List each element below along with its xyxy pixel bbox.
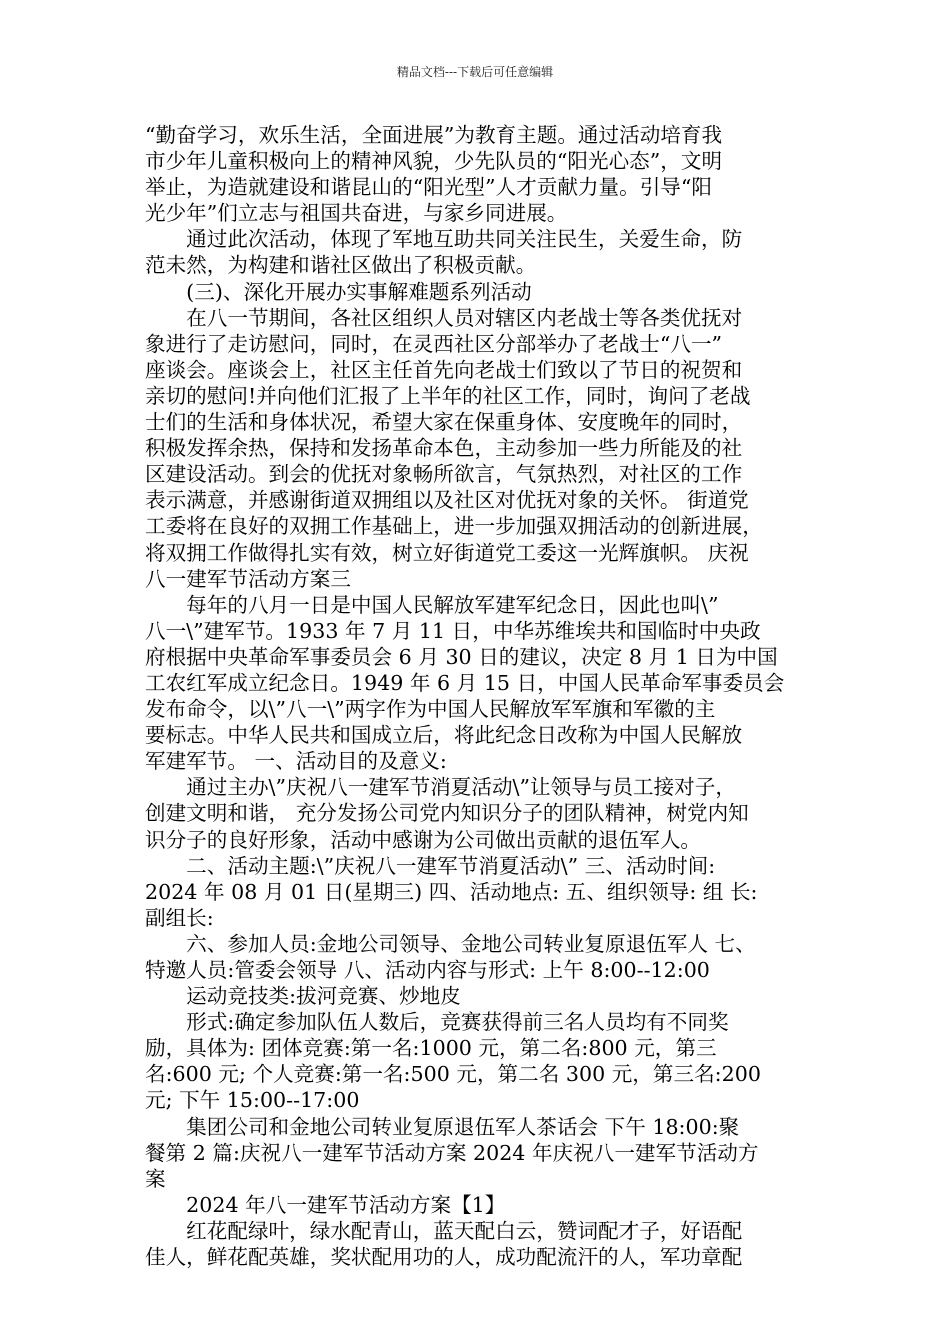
text-line: 通过此次活动，体现了军地互助共同关注民生，关爱生命，防	[145, 227, 743, 252]
text-line: 士们的生活和身体状况，希望大家在保重身体、安度晚年的同时，	[145, 410, 743, 435]
text-line: 举止，为造就建设和谐昆山的“阳光型”人才贡献力量。引导“阳	[145, 175, 713, 200]
text-line: 范未然，为构建和谐社区做出了积极贡献。	[145, 253, 537, 278]
text-line: 案	[145, 1166, 166, 1191]
text-line: 识分子的良好形象，活动中感谢为公司做出贡献的退伍军人。	[145, 827, 702, 852]
text-line: 元; 下午 15:00--17:00	[145, 1088, 360, 1113]
text-line: 六、参加人员:金地公司领导、金地公司转业复原退伍军人 七、	[145, 931, 756, 956]
text-line: 座谈会。座谈会上，社区主任首先向老战士们致以了节日的祝贺和	[145, 357, 743, 382]
text-line: 积极发挥余热，保持和发扬革命本色，主动参加一些力所能及的社	[145, 436, 743, 461]
text-line: 集团公司和金地公司转业复原退伍军人茶话会 下午 18:00:聚	[145, 1114, 740, 1139]
text-line: 佳人，鲜花配英雄，奖状配用功的人，成功配流汗的人，军功章配	[145, 1245, 743, 1270]
text-line: 八一\”建军节。1933 年 7 月 11 日，中华苏维埃共和国临时中央政	[145, 618, 761, 643]
text-line: 区建设活动。到会的优抚对象畅所欲言，气氛热烈，对社区的工作	[145, 462, 743, 487]
text-line: 在八一节期间，各社区组织人员对辖区内老战士等各类优抚对	[145, 305, 743, 330]
text-line: 餐第 2 篇:庆祝八一建军节活动方案 2024 年庆祝八一建军节活动方	[145, 1140, 759, 1165]
text-line: 每年的八月一日是中国人民解放军建军纪念日，因此也叫\”	[145, 592, 719, 617]
text-line: 特邀人员:管委会领导 八、活动内容与形式: 上午 8:00--12:00	[145, 958, 710, 982]
text-line: 工农红军成立纪念日。1949 年 6 月 15 日，中国人民革命军事委员会	[145, 670, 785, 695]
text-line: 亲切的慰问!并向他们汇报了上半年的社区工作，同时，询问了老战	[145, 383, 751, 408]
text-line: 象进行了走访慰问，同时，在灵西社区分部举办了老战士“八一”	[145, 331, 723, 356]
text-line: 励，具体为: 团体竞赛:第一名:1000 元，第二名:800 元，第三	[145, 1036, 717, 1061]
text-line: 光少年”们立志与祖国共奋进，与家乡同进展。	[145, 201, 568, 226]
text-line: 创建文明和谐， 充分发扬公司党内知识分子的团队精神，树党内知	[145, 801, 749, 826]
text-line: (三)、深化开展办实事解难题系列活动	[145, 279, 532, 304]
text-line: 2024 年八一建军节活动方案【1】	[145, 1192, 506, 1217]
text-line: 工委将在良好的双拥工作基础上，进一步加强双拥活动的创新进展，	[145, 514, 763, 539]
text-line: 2024 年 08 月 01 日(星期三) 四、活动地点: 五、组织领导: 组 长:	[145, 879, 758, 904]
text-line: 军建军节。 一、活动目的及意义:	[145, 749, 447, 774]
text-line: 将双拥工作做得扎实有效，树立好街道党工委这一光辉旗帜。 庆祝	[145, 540, 749, 565]
text-line: 红花配绿叶，绿水配青山，蓝天配白云，赞词配才子，好语配	[145, 1218, 743, 1243]
text-line: 八一建军节活动方案三	[145, 566, 351, 591]
text-line: 市少年儿童积极向上的精神风貌，少先队员的“阳光心态”，文明	[145, 149, 723, 174]
page-header: 精品文档---下载后可任意编辑	[396, 65, 554, 79]
text-line: 名:600 元; 个人竞赛:第一名:500 元，第二名 300 元，第三名:200	[145, 1062, 761, 1087]
text-line: 要标志。中华人民共和国成立后，将此纪念日改称为中国人民解放	[145, 723, 743, 748]
text-line: “勤奋学习，欢乐生活，全面进展”为教育主题。通过活动培育我	[145, 123, 723, 147]
text-line: 通过主办\”庆祝八一建军节消夏活动\”让领导与员工接对子，	[145, 775, 736, 800]
text-line: 副组长:	[145, 905, 214, 930]
text-line: 表示满意，并感谢街道双拥组以及社区对优抚对象的关怀。 街道党	[145, 488, 749, 513]
text-line: 形式:确定参加队伍人数后，竞赛获得前三名人员均有不同奖	[145, 1010, 729, 1035]
text-line: 发布命令，以\”八一\”两字作为中国人民解放军军旗和军徽的主	[145, 697, 716, 722]
document-body	[145, 122, 810, 1270]
text-line: 府根据中央革命军事委员会 6 月 30 日的建议，决定 8 月 1 日为中国	[145, 644, 778, 669]
text-line: 二、活动主题:\”庆祝八一建军节消夏活动\” 三、活动时间:	[145, 853, 716, 878]
text-line: 运动竞技类:拔河竞赛、炒地皮	[145, 984, 461, 1009]
